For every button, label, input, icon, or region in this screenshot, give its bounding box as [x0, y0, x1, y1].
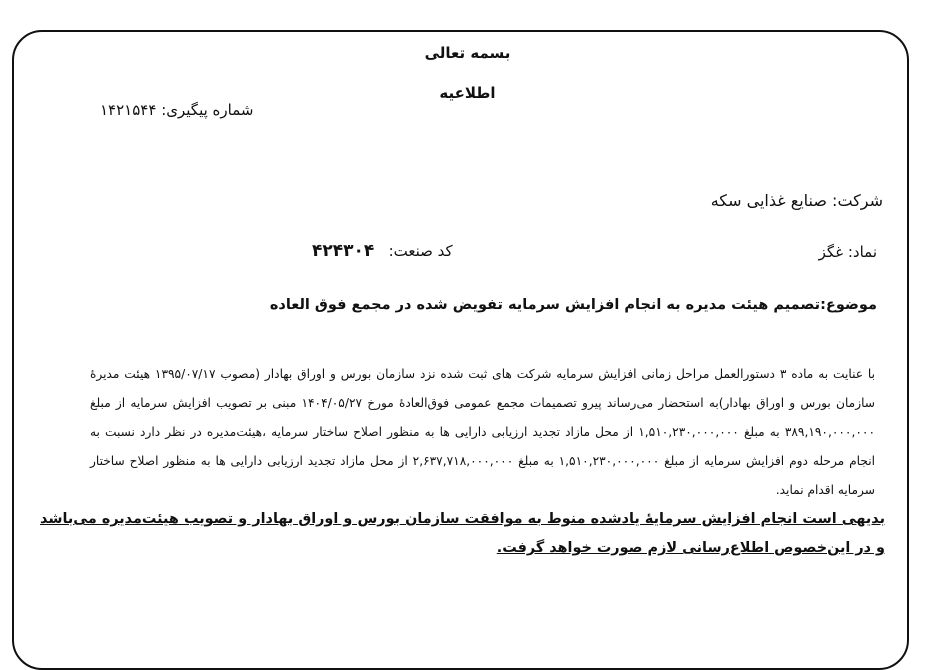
tracking-number-row: [100, 101, 253, 119]
subject-label: موضوع:: [820, 297, 877, 313]
subject-text: تصمیم هیئت مدیره به انجام افزایش سرمایه تفویض شده در مجمع فوق العاده: [269, 297, 821, 313]
symbol-row: [819, 243, 877, 261]
bismillah-heading: بسمه تعالی: [424, 44, 511, 62]
symbol-label: نماد:: [847, 243, 877, 261]
announcement-notice: بدیهی است انجام افزایش سرمایهٔ یادشده منوط به موافقت سازمان بورس و اوراق بهادار و تصویب هیئت‌مدیره می‌باشد و در این‌خصوص اطلاع‌رسانی لازم صورت خواهد گرفت.: [40, 511, 885, 556]
company-label: شرکت:: [832, 191, 883, 210]
subject-row: [270, 297, 877, 313]
company-row: [711, 191, 883, 210]
announcement-title: اطلاعیه: [439, 84, 496, 102]
industry-code-row: [312, 241, 453, 261]
document-border: [12, 30, 909, 670]
industry-code-value: ۴۲۴۳۰۴: [312, 241, 375, 261]
tracking-number: ۱۴۲۱۵۴۴: [100, 101, 157, 119]
announcement-body: با عنایت به ماده ۳ دستورالعمل مراحل زمانی افزایش سرمایه شرکت های ثبت شده نزد سازمان بورس و اوراق بهادار (مصوب ۱۳۹۵/۰۷/۱۷ هیئت مدیرهٔ سازمان بورس و اوراق بهادار)به استحضار می‌رساند پیرو تصمیمات مجمع عمومی فوق‌العادهٔ مورخ ۱۴۰۴/۰۵/۲۷ مبنی بر تصویب افزایش سرمایه از مبلغ ۳۸۹,۱۹۰,۰۰۰,۰۰۰ به مبلغ ۱,۵۱۰,۲۳۰,۰۰۰,۰۰۰ از محل مازاد تجدید ارزیابی دارایی ها به منظور اصلاح ساختار سرمایه ،هیئت‌مدیره در نظر دارد نسبت به انجام مرحله دوم افزایش سرمایه از مبلغ ۱,۵۱۰,۲۳۰,۰۰۰,۰۰۰ به مبلغ ۲,۶۳۷,۷۱۸,۰۰۰,۰۰۰ از محل مازاد تجدید ارزیابی دارایی ها به منظور اصلاح ساختار سرمایه اقدام نماید.: [90, 367, 876, 497]
company-name: صنایع غذایی سکه: [710, 191, 827, 210]
symbol-value: غگز: [818, 243, 844, 261]
tracking-label: شماره پیگیری:: [161, 101, 254, 119]
industry-code-label: کد صنعت:: [388, 242, 453, 260]
